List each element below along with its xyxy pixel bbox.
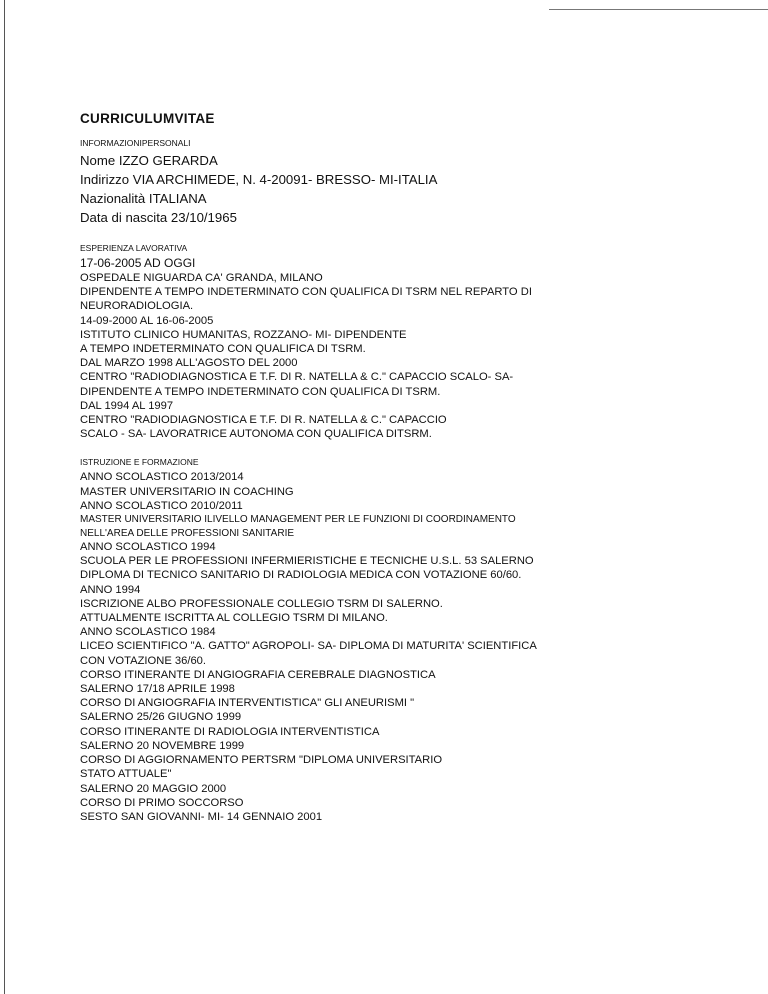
experience-line: OSPEDALE NIGUARDA CA' GRANDA, MILANO xyxy=(80,272,323,284)
education-line: CON VOTAZIONE 36/60. xyxy=(80,654,206,667)
personal-info-section xyxy=(80,138,740,227)
experience-line: 17-06-2005 AD OGGI xyxy=(80,256,196,270)
education-line: STATO ATTUALE" xyxy=(80,768,172,781)
experience-line: SCALO - SA- LAVORATRICE AUTONOMA CON QUALIFICA DITSRM. xyxy=(80,428,432,441)
education-line: SALERNO 25/26 GIUGNO 1999 xyxy=(80,711,242,724)
education-section xyxy=(80,457,740,824)
experience-section xyxy=(80,243,740,441)
experience-line: DAL MARZO 1998 ALL'AGOSTO DEL 2000 xyxy=(80,357,298,370)
page-top-rule xyxy=(549,9,768,10)
education-line: SALERNO 20 NOVEMBRE 1999 xyxy=(80,739,245,752)
personal-nationality: Nazionalità ITALIANA xyxy=(80,191,207,206)
page-left-border xyxy=(4,0,5,994)
education-line: ANNO SCOLASTICO 1984 xyxy=(80,626,216,639)
education-line: ISCRIZIONE ALBO PROFESSIONALE COLLEGIO TSRM DI SALERNO. xyxy=(80,597,443,610)
education-line: MASTER UNIVERSITARIO ILIVELLO MANAGEMENT PER LE FUNZIONI DI COORDINAMENTO xyxy=(80,514,516,526)
education-line: DIPLOMA DI TECNICO SANITARIO DI RADIOLOGIA MEDICA CON VOTAZIONE 60/60. xyxy=(80,569,522,582)
education-line: ANNO 1994 xyxy=(80,583,141,596)
education-line: ATTUALMENTE ISCRITTA AL COLLEGIO TSRM DI MILANO. xyxy=(80,612,388,625)
education-line: CORSO DI AGGIORNAMENTO PERTSRM "DIPLOMA UNIVERSITARIO xyxy=(80,754,443,767)
personal-info-heading: INFORMAZIONIPERSONALI xyxy=(80,138,191,148)
education-line: SALERNO 17/18 APRILE 1998 xyxy=(80,683,235,696)
experience-line: 14-09-2000 AL 16-06-2005 xyxy=(80,314,214,327)
education-line: CORSO DI ANGIOGRAFIA INTERVENTISTICA" GLI ANEURISMI " xyxy=(80,697,415,710)
document-title: CURRICULUMVITAE xyxy=(80,111,215,126)
experience-heading: ESPERIENZA LAVORATIVA xyxy=(80,243,188,253)
education-line: SESTO SAN GIOVANNI- MI- 14 GENNAIO 2001 xyxy=(80,810,323,823)
experience-line: CENTRO "RADIODIAGNOSTICA E T.F. DI R. NATELLA & C." CAPACCIO xyxy=(80,414,447,427)
education-line: SALERNO 20 MAGGIO 2000 xyxy=(80,782,227,795)
personal-birthdate: Data di nascita 23/10/1965 xyxy=(80,210,237,225)
education-line: CORSO ITINERANTE DI ANGIOGRAFIA CEREBRALE DIAGNOSTICA xyxy=(80,668,436,681)
education-line: ANNO SCOLASTICO 1994 xyxy=(80,541,216,554)
cv-document xyxy=(80,111,740,840)
education-heading: ISTRUZIONE E FORMAZIONE xyxy=(80,457,199,468)
personal-name: Nome IZZO GERARDA xyxy=(80,153,218,168)
experience-line: ISTITUTO CLINICO HUMANITAS, ROZZANO- MI- DIPENDENTE xyxy=(80,328,407,341)
education-line: ANNO SCOLASTICO 2013/2014 xyxy=(80,471,244,484)
education-line: CORSO DI PRIMO SOCCORSO xyxy=(80,796,244,809)
experience-line: DIPENDENTE A TEMPO INDETERMINATO CON QUALIFICA DI TSRM NEL REPARTO DI xyxy=(80,286,532,299)
education-line: SCUOLA PER LE PROFESSIONI INFERMIERISTICHE E TECNICHE U.S.L. 53 SALERNO xyxy=(80,555,534,568)
education-line: ANNO SCOLASTICO 2010/2011 xyxy=(80,499,243,512)
experience-line: CENTRO "RADIODIAGNOSTICA E T.F. DI R. NATELLA & C." CAPACCIO SCALO- SA- xyxy=(80,371,514,384)
experience-line: DAL 1994 AL 1997 xyxy=(80,399,174,412)
education-line: NELL'AREA DELLE PROFESSIONI SANITARIE xyxy=(80,527,295,539)
education-line: LICEO SCIENTIFICO "A. GATTO" AGROPOLI- SA- DIPLOMA DI MATURITA' SCIENTIFICA xyxy=(80,640,537,653)
personal-address: Indirizzo VIA ARCHIMEDE, N. 4-20091- BRESSO- MI-ITALIA xyxy=(80,172,438,187)
education-line: CORSO ITINERANTE DI RADIOLOGIA INTERVENTISTICA xyxy=(80,725,380,738)
experience-line: NEURORADIOLOGIA. xyxy=(80,300,194,313)
education-line: MASTER UNIVERSITARIO IN COACHING xyxy=(80,485,294,498)
experience-line: A TEMPO INDETERMINATO CON QUALIFICA DI TSRM. xyxy=(80,343,366,356)
experience-line: DIPENDENTE A TEMPO INDETERMINATO CON QUALIFICA DI TSRM. xyxy=(80,385,441,398)
